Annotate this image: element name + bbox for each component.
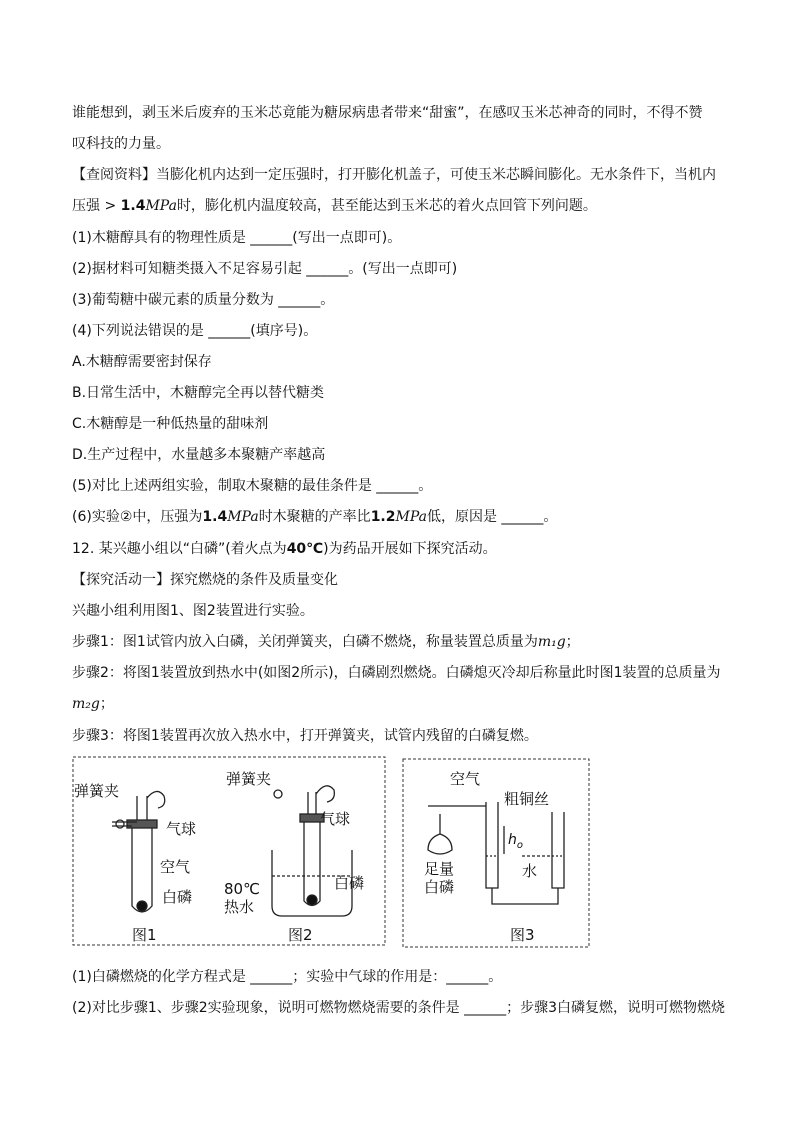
fig1-clip-label: 弹簧夹 bbox=[74, 782, 120, 800]
fig1-caption: 图1 bbox=[132, 926, 157, 944]
fig2-balloon-label: 气球 bbox=[320, 810, 351, 828]
fig2-water-label: 热水 bbox=[224, 898, 255, 916]
fig1-apparatus bbox=[112, 791, 165, 912]
sub-question-1: (1)白磷燃烧的化学方程式是 ______；实验中气球的作用是：______。 bbox=[72, 969, 503, 985]
intro-line-2: 叹科技的力量。 bbox=[72, 136, 170, 152]
fig2-temp-label: 80℃ bbox=[224, 880, 260, 898]
fig2-caption: 图2 bbox=[288, 926, 313, 944]
info-line-2: 压强 > 1.4MPa时，膨化机内温度较高，甚至能达到玉米芯的着火点回管下列问题。 bbox=[72, 198, 597, 214]
question-12-intro: 12. 某兴趣小组以“白磷”(着火点为40℃)为药品开展如下探究活动。 bbox=[72, 541, 497, 557]
fig3-h-label: $h_o$ bbox=[508, 832, 523, 851]
step-2: 步骤2：将图1装置放到热水中(如图2所示)，白磷剧烈燃烧。白磷熄灭冷却后称量此时图1装置的总质量为 bbox=[72, 665, 721, 681]
intro-line-1: 谁能想到，剥玉米后废弃的玉米芯竟能为糖尿病患者带来“甜蜜”，在感叹玉米芯神奇的同时，不得不赞 bbox=[72, 105, 703, 121]
option-a: A.木糖醇需要密封保存 bbox=[72, 354, 212, 370]
figure-1-2 bbox=[72, 756, 386, 948]
fig1-air-label: 空气 bbox=[160, 858, 191, 876]
option-b: B.日常生活中，木糖醇完全再以替代糖类 bbox=[72, 385, 325, 401]
activity-heading: 【探究活动一】探究燃烧的条件及质量变化 bbox=[72, 572, 338, 588]
info-line-1: 【查阅资料】当膨化机内达到一定压强时，打开膨化机盖子，可使玉米芯瞬间膨化。无水条件下，当机内 bbox=[72, 167, 716, 183]
fig1-phosphorus-label: 白磷 bbox=[162, 888, 193, 906]
fig3-water-label: 水 bbox=[522, 862, 538, 880]
question-11-6: (6)实验②中，压强为1.4MPa时木聚糖的产率比1.2MPa低，原因是 ______。 bbox=[72, 509, 558, 525]
figure-3 bbox=[402, 758, 590, 950]
step-3: 步骤3：将图1装置再次放入热水中，打开弹簧夹，试管内残留的白磷复燃。 bbox=[72, 728, 538, 744]
fig2-clip-label: 弹簧夹 bbox=[226, 770, 272, 788]
question-11-2: (2)据材料可知糖类摄入不足容易引起 ______。(写出一点即可) bbox=[72, 261, 458, 277]
fig3-phosphorus-label: 白磷 bbox=[424, 878, 455, 896]
question-11-4: (4)下列说法错误的是 ______(填序号)。 bbox=[72, 323, 318, 339]
sub-question-2: (2)对比步骤1、步骤2实验现象，说明可燃物燃烧需要的条件是 ______；步骤3白磷复燃，说明可燃物燃烧 bbox=[72, 1000, 726, 1016]
option-d: D.生产过程中，水量越多本聚糖产率越高 bbox=[72, 447, 326, 463]
fig3-air-label: 空气 bbox=[450, 770, 481, 788]
question-11-3: (3)葡萄糖中碳元素的质量分数为 ______。 bbox=[72, 292, 335, 308]
option-c: C.木糖醇是一种低热量的甜味剂 bbox=[72, 416, 269, 432]
fig3-wire-label: 粗铜丝 bbox=[504, 790, 550, 808]
step-1: 步骤1：图1试管内放入白磷，关闭弹簧夹，白磷不燃烧，称量装置总质量为m₁g； bbox=[72, 634, 580, 650]
step-2-cont: m₂g； bbox=[72, 696, 114, 712]
fig3-amount-label: 足量 bbox=[424, 860, 455, 878]
fig2-apparatus bbox=[272, 786, 352, 916]
question-11-1: (1)木糖醇具有的物理性质是 ______(写出一点即可)。 bbox=[72, 230, 402, 246]
fig3-caption: 图3 bbox=[510, 926, 535, 944]
fig1-balloon-label: 气球 bbox=[166, 820, 197, 838]
setup-line: 兴趣小组利用图1、图2装置进行实验。 bbox=[72, 603, 314, 619]
question-11-5: (5)对比上述两组实验，制取木聚糖的最佳条件是 ______。 bbox=[72, 478, 433, 494]
fig2-phosphorus-label: 白磷 bbox=[334, 874, 365, 892]
